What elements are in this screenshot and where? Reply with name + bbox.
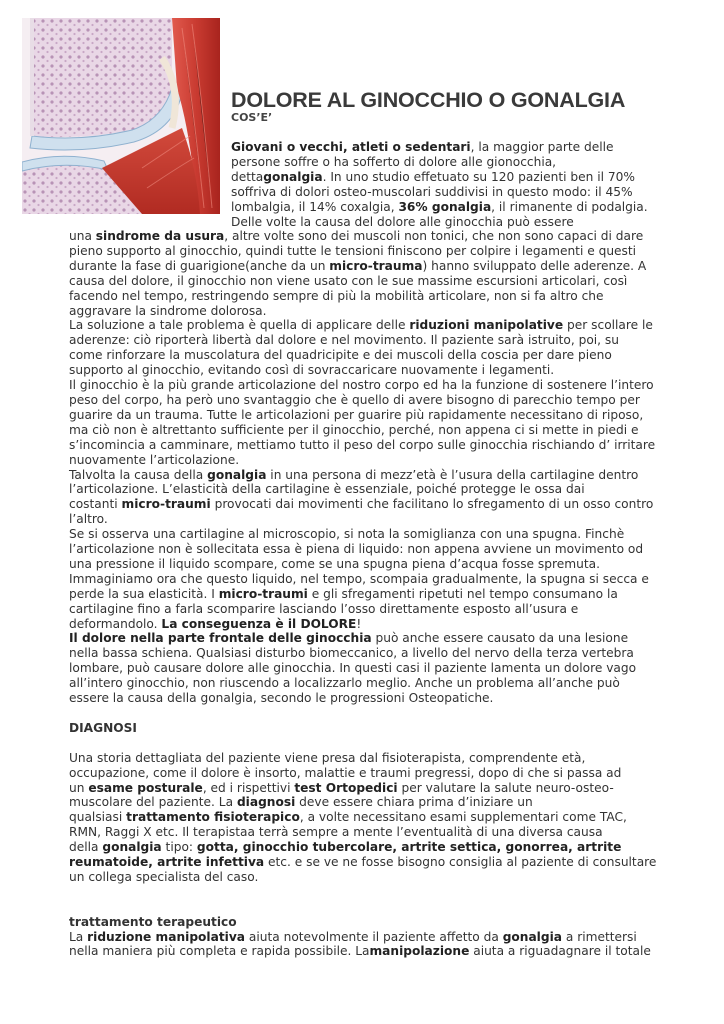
text-run: RMN, Raggi X etc. Il terapistaa terrà sempre a mente l’eventualità di una diversa causa <box>69 825 603 840</box>
text-run: lombare, può causare dolore alle ginocchia. In questi casi il paziente lamenta un dolore vago <box>69 661 637 676</box>
text-run: nella maniera più completa e rapida possibile. La <box>69 944 370 959</box>
diagnosi-line <box>69 810 669 825</box>
body-line <box>69 274 669 289</box>
knee-anatomy-illustration <box>22 18 220 214</box>
diagnosi-heading: DIAGNOSI <box>69 720 137 735</box>
text-run: ! <box>356 616 362 631</box>
text-run: trattamento fisioterapico <box>126 810 300 825</box>
body-line <box>69 438 669 453</box>
text-run: una <box>69 229 96 243</box>
body-line <box>69 363 669 378</box>
text-run: Il ginocchio è la più grande articolazione del nostro corpo ed ha la funzione di sostenere l’intero <box>69 378 654 393</box>
text-run: tipo: <box>161 840 197 855</box>
text-run: cartilagine fino a farla scomparire lasciando l’osso direttamente esposto all’usura e <box>69 601 579 616</box>
text-run: micro-traumi <box>218 586 308 601</box>
text-run: nuovamente l’articolazione. <box>69 452 240 467</box>
text-run: ) hanno sviluppato delle aderenze. A <box>422 258 647 273</box>
text-run: riduzione manipolativa <box>87 929 246 944</box>
diagnosi-line <box>69 766 669 781</box>
text-run: gonalgia <box>263 169 323 184</box>
text-run: in una persona di mezz’età è l’usura della cartilagine dentro <box>266 467 639 482</box>
body-line <box>69 378 669 393</box>
text-run: e gli sfregamenti ripetuti nel tempo consumano la <box>307 586 618 601</box>
text-run: persone soffre o ha sofferto di dolore alle gionocchia, <box>231 154 557 169</box>
body-line <box>69 676 669 691</box>
text-run: gotta, ginocchio tubercolare, artrite settica, gonorrea, artrite <box>196 840 622 855</box>
text-run: della <box>69 840 103 855</box>
diagnosi-section <box>69 751 669 885</box>
trattamento-section <box>69 930 669 960</box>
text-run: qualsiasi <box>69 810 127 825</box>
text-run: per valutare la salute neuro-osteo- <box>397 780 614 795</box>
body-line <box>69 423 669 438</box>
diagnosi-line <box>69 840 669 855</box>
text-run: una pressione il liquido scompare, come se una spugna piena d’acqua fosse spremuta. <box>69 556 600 571</box>
page-title: DOLORE AL GINOCCHIO O GONALGIA <box>231 88 626 112</box>
body-line <box>69 229 669 244</box>
text-run: , il rimanente di podalgia. <box>491 199 648 214</box>
cause-section <box>69 229 669 706</box>
text-run: sindrome da usura <box>95 229 225 243</box>
text-run: Il dolore nella parte frontale delle ginocchia <box>69 631 372 646</box>
body-line <box>69 542 669 557</box>
text-run: lombalgia, il 14% coxalgia, <box>231 199 399 214</box>
text-run: La <box>69 929 88 944</box>
intro-paragraph <box>231 140 661 229</box>
body-line <box>69 527 669 542</box>
intro-line <box>231 185 661 200</box>
trattamento-heading: trattamento terapeutico <box>69 914 237 929</box>
trattamento-line <box>69 930 669 945</box>
text-run: reumatoide, artrite infettiva <box>69 855 265 870</box>
text-run: . In uno studio effetuato su 120 pazienti ben il 70% <box>322 169 635 184</box>
text-run: aiuta notevolmente il paziente affetto da <box>245 929 503 944</box>
text-run: l’articolazione non è sollecitata essa è piena di liquido: non appena avviene un movimento od <box>69 542 644 557</box>
body-line <box>69 557 669 572</box>
body-line <box>69 572 669 587</box>
body-line <box>69 318 669 333</box>
intro-line <box>231 155 661 170</box>
body-line <box>69 348 669 363</box>
text-run: costanti <box>69 497 122 512</box>
text-run: all’intero ginocchio, non riuscendo a localizzarlo meglio. Anche un problema all’anche può <box>69 676 620 691</box>
intro-line <box>231 140 661 155</box>
body-line <box>69 691 669 706</box>
text-run: etc. e se ve ne fosse bisogno consiglia al paziente di consultare <box>264 855 657 870</box>
text-run: aggravare la sindrome dolorosa. <box>69 303 267 318</box>
diagnosi-line <box>69 795 669 810</box>
intro-line <box>231 170 661 185</box>
text-run: per scollare le <box>563 318 653 333</box>
text-run: Una storia dettagliata del paziente viene presa dal fisioterapista, comprendente età, <box>69 750 586 765</box>
body-line <box>69 453 669 468</box>
trattamento-line <box>69 944 669 959</box>
text-run: esame posturale <box>88 780 203 795</box>
body-line <box>69 408 669 423</box>
body-line <box>69 631 669 646</box>
body-line <box>69 468 669 483</box>
body-line <box>69 393 669 408</box>
text-run: , a volte necessitano esami supplementari come TAC, <box>299 810 627 825</box>
text-run: detta <box>231 169 264 184</box>
text-run: deformandolo. <box>69 616 162 631</box>
text-run: guarire da un trauma. Tutte le articolazioni per guarire più rapidamente necessitano di riposo, <box>69 407 644 422</box>
body-line <box>69 244 669 259</box>
text-run: manipolazione <box>369 944 470 959</box>
diagnosi-line <box>69 870 669 885</box>
body-line <box>69 661 669 676</box>
text-run: muscolare del paziente. La <box>69 795 237 810</box>
diagnosi-line <box>69 751 669 766</box>
body-line <box>69 587 669 602</box>
text-run: soffriva di dolori osteo-muscolari suddivisi in questo modo: il 45% <box>231 184 633 199</box>
text-run: test Ortopedici <box>294 780 398 795</box>
text-run: micro-trauma <box>329 258 423 273</box>
text-run: La conseguenza è il DOLORE <box>161 616 357 631</box>
text-run: diagnosi <box>236 795 296 810</box>
text-run: riduzioni manipolative <box>409 318 564 333</box>
body-line <box>69 602 669 617</box>
body-line <box>69 259 669 274</box>
text-run: 36% gonalgia <box>398 199 492 214</box>
text-run: provocati dai movimenti che facilitano lo sfregamento di un osso contro <box>210 497 654 512</box>
body-line <box>69 512 669 527</box>
text-run: micro-traumi <box>121 497 211 512</box>
text-run: Immaginiamo ora che questo liquido, nel tempo, scompaia gradualmente, la spugna si secca e <box>69 571 649 586</box>
text-run: ma ciò non è altrettanto sufficiente per il ginocchio, perché, non appena ci si mette in piedi e <box>69 422 639 437</box>
body-line <box>69 304 669 319</box>
text-run: La soluzione a tale problema è quella di applicare delle <box>69 318 410 333</box>
text-run: pieno supporto al ginocchio, quindi tutte le tensioni finiscono per colpire i legamenti e questi <box>69 243 637 258</box>
text-run: essere la causa della gonalgia, secondo le progressioni Osteopatiche. <box>69 691 494 706</box>
body-line <box>69 497 669 512</box>
body-line <box>69 289 669 304</box>
text-run: , ed i rispettivi <box>202 780 295 795</box>
body-line <box>69 646 669 661</box>
text-run: , la maggior parte delle <box>470 140 614 154</box>
body-line <box>69 482 669 497</box>
text-run: s’incomincia a camminare, mettiamo tutto il peso del corpo sulle ginocchia rischiando d’ irritare <box>69 437 656 452</box>
diagnosi-line <box>69 781 669 796</box>
intro-line <box>231 200 661 215</box>
text-run: deve essere chiara prima d’iniziare un <box>295 795 533 810</box>
text-run: gonalgia <box>102 840 162 855</box>
text-run: gonalgia <box>207 467 267 482</box>
text-run: aiuta a riguadagnare il totale <box>469 944 651 959</box>
text-run: supporto al ginocchio, evitando così di sovraccaricare nuovamente i legamenti. <box>69 363 555 378</box>
diagnosi-line <box>69 855 669 870</box>
text-run: come rinforzare la muscolatura del quadricipite e dei muscoli della coscia per dare pieno <box>69 348 612 363</box>
text-run: un <box>69 780 89 795</box>
text-run: aderenze: ciò riporterà libertà dal dolore e nel movimento. Il paziente sarà istruito, poi, su <box>69 333 619 348</box>
text-run: , altre volte sono dei muscoli non tonici, che non sono capaci di dare <box>224 229 644 243</box>
text-run: può anche essere causato da una lesione <box>371 631 629 646</box>
text-run: Se si osserva una cartilagine al microscopio, si nota la somiglianza con una spugna. Finchè <box>69 527 625 542</box>
text-run: un collega specialista del caso. <box>69 869 259 884</box>
text-run: Delle volte la causa del dolore alle ginocchia può essere <box>231 214 574 229</box>
text-run: gonalgia <box>502 929 562 944</box>
text-run: a rimettersi <box>562 929 637 944</box>
text-run: l’articolazione. L’elasticità della cartilagine è essenziale, poiché protegge le ossa dai <box>69 482 585 497</box>
article-body <box>69 229 669 959</box>
text-run: occupazione, come il dolore è insorto, malattie e traumi pregressi, dopo di che si passa ad <box>69 765 622 780</box>
body-line <box>69 617 669 632</box>
text-run: nella bassa schiena. Qualsiasi disturbo biomeccanico, a livello del nervo della terza vertebra <box>69 646 634 661</box>
text-run: Talvolta la causa della <box>69 467 208 482</box>
body-line <box>69 333 669 348</box>
text-run: Giovani o vecchi, atleti o sedentari <box>231 140 471 154</box>
text-run: l’altro. <box>69 512 108 527</box>
text-run: peso del corpo, ha però uno svantaggio che è quello di avere bisogno di parecchio tempo per <box>69 392 640 407</box>
intro-line <box>231 215 661 230</box>
diagnosi-line <box>69 825 669 840</box>
page-subtitle: COS’E’ <box>231 111 273 124</box>
text-run: durante la fase di guarigione(anche da un <box>69 258 330 273</box>
text-run: perde la sua elasticità. I <box>69 586 219 601</box>
text-run: causa del dolore, il ginocchio non viene usato con le sue massime escursioni articolari, così <box>69 273 628 288</box>
text-run: facendo nel tempo, restringendo sempre di più la mobilità articolare, non si fa altro che <box>69 288 604 303</box>
